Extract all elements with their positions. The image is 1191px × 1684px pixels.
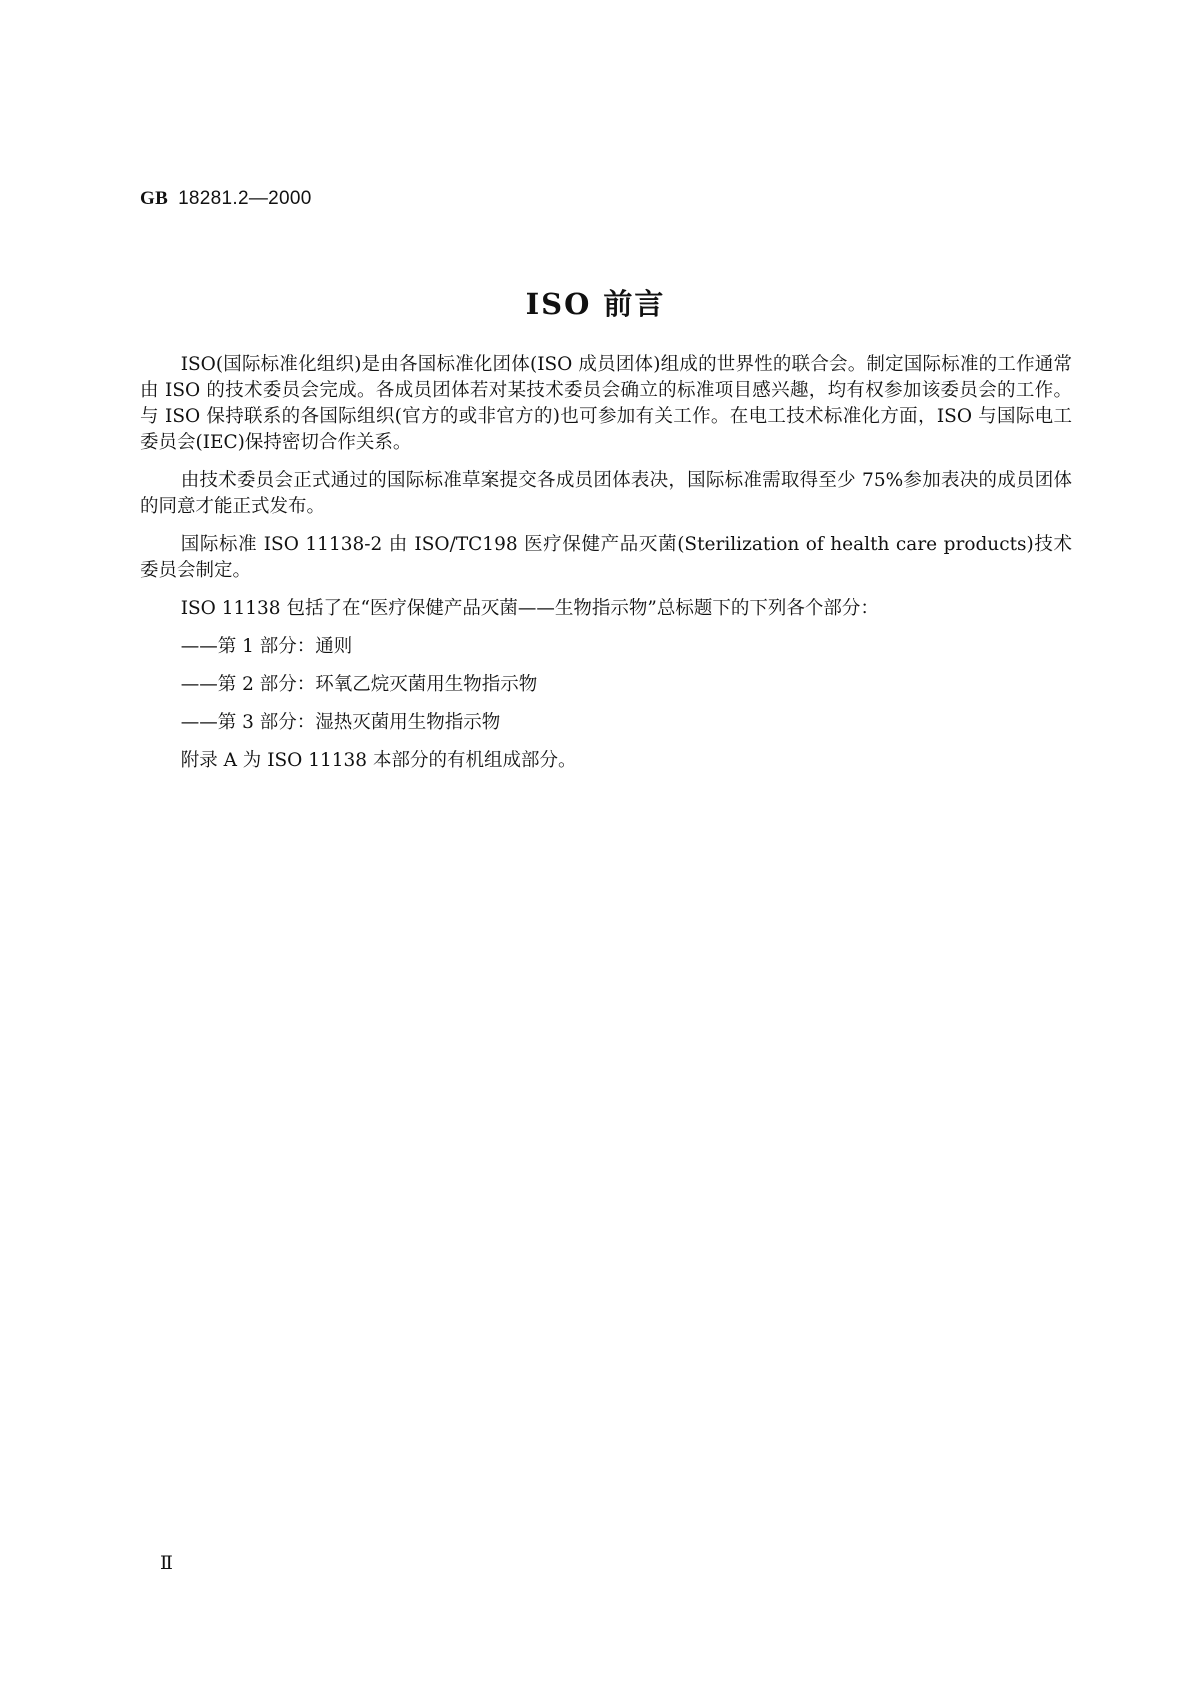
standard-number: 18281.2—2000 (178, 188, 312, 209)
list-item-part-3: ——第 3 部分：湿热灭菌用生物指示物 (180, 712, 501, 733)
paragraph-voting: 由技术委员会正式通过的国际标准草案提交各成员团体表决，国际标准需取得至少 75%参加表决的成员团体的同意才能正式发布。 (140, 470, 1072, 517)
document-header (140, 187, 312, 210)
paragraph-iso-intro: ISO(国际标准化组织)是由各国标准化团体(ISO 成员团体)组成的世界性的联合会。制定国际标准的工作通常由 ISO 的技术委员会完成。各成员团体若对某技术委员会确立的标准项目感兴趣，均有权参加该委员会的工作。与 ISO 保持联系的各国际组织(官方的或非官方的)也可参加有关工作。在电工技术标准化方面，ISO 与国际电工委员会(IEC)保持密切合作关系。 (140, 354, 1072, 453)
paragraph-parts-intro: ISO 11138 包括了在“医疗保健产品灭菌——生物指示物”总标题下的下列各个部分： (180, 598, 879, 619)
paragraph-annex-note: 附录 A 为 ISO 11138 本部分的有机组成部分。 (180, 750, 577, 771)
foreword-body (140, 352, 1072, 774)
list-item-part-2: ——第 2 部分：环氧乙烷灭菌用生物指示物 (180, 674, 538, 695)
page-number: Ⅱ (160, 1552, 173, 1574)
standard-code: GB (140, 188, 169, 209)
page-title: ISO 前言 (525, 287, 666, 321)
list-item-part-1: ——第 1 部分：通则 (180, 636, 353, 657)
paragraph-committee: 国际标准 ISO 11138-2 由 ISO/TC198 医疗保健产品灭菌(Sterilization of health care products)技术委员会制定。 (140, 534, 1072, 581)
